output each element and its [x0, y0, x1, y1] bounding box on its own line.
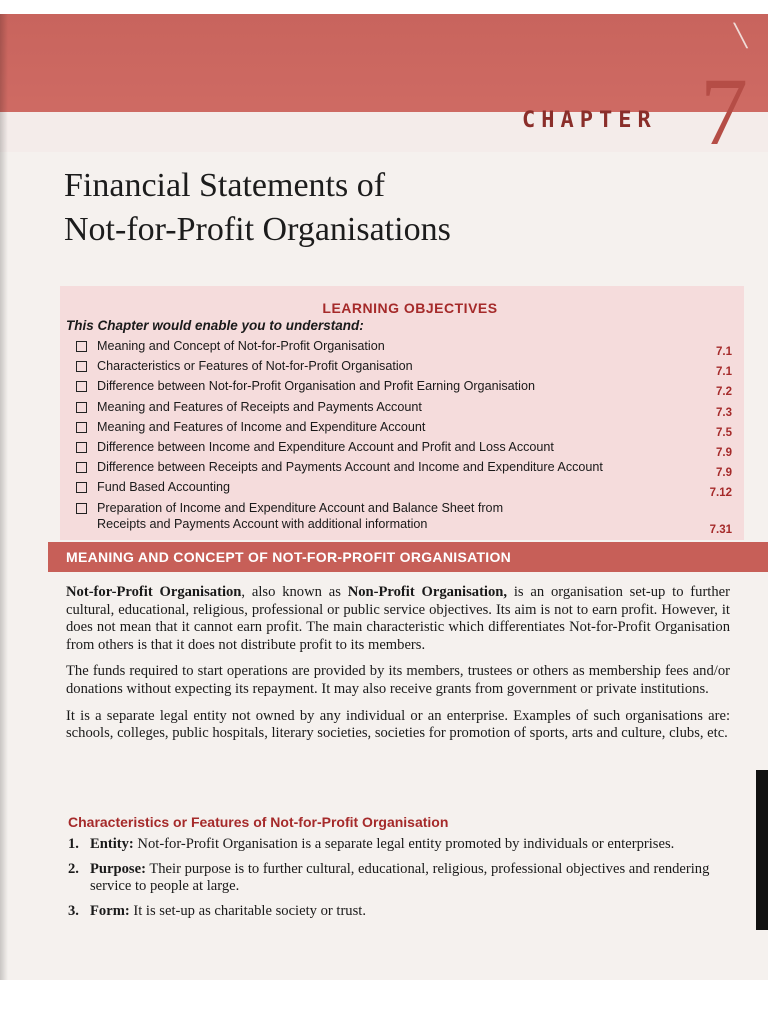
feature-text [90, 861, 732, 896]
feature-number: 3. [68, 902, 79, 919]
objective-page: 7.1 [716, 366, 732, 379]
paragraph-3: It is a separate legal entity not owned by any individual or an enterprise. Examples of such organisations are: schools, colleges, public hospitals, literary societies, societies for promotion of sports, arts and culture, clubs, etc. [66, 707, 730, 742]
objective-item [72, 338, 732, 358]
checkbox-icon [76, 402, 87, 413]
feature-number: 1. [68, 836, 79, 852]
learning-objectives-heading: LEARNING OBJECTIVES [322, 300, 498, 316]
checkbox-icon [76, 503, 87, 514]
feature-label: Purpose: [90, 860, 146, 877]
paragraph-2: The funds required to start operations are provided by its members, trustees or others as membership fees and/or donations without expecting its repayment. It may also receive grants from government or private institutions. [66, 663, 730, 697]
checkbox-icon [76, 482, 87, 493]
objective-item [72, 399, 732, 419]
paragraph-1-rest: is an organisation set-up to further cultural, educational, religious, professional or public service objectives. Its aim is not to earn profit. However, it does not mean that it cannot earn profit. The main characteristic which differentiates Not-for-Profit Organisation from others is that it does not distribute profit to its members. [66, 584, 730, 653]
section-heading-bar [56, 542, 768, 572]
chapter-label: CHAPTER [522, 108, 657, 133]
objective-item [72, 479, 732, 499]
feature-item [68, 903, 732, 921]
feature-text [90, 903, 732, 921]
checkbox-icon [76, 381, 87, 392]
learning-objectives-intro: This Chapter would enable you to understand: [66, 318, 364, 333]
objective-text: Meaning and Concept of Not-for-Profit Organisation [97, 339, 385, 353]
objective-text [97, 500, 686, 532]
objective-text: Meaning and Features of Income and Expenditure Account [97, 419, 426, 434]
objective-item [72, 358, 732, 378]
objective-page: 7.1 [716, 346, 732, 358]
objective-text-line-1: Preparation of Income and Expenditure Account and Balance Sheet from [97, 500, 504, 515]
objective-page: 7.12 [709, 487, 732, 500]
feature-label: Form: [90, 902, 130, 919]
objective-item [72, 419, 732, 439]
checkbox-icon [76, 361, 87, 372]
feature-label: Entity: [90, 836, 134, 852]
objective-text: Difference between Receipts and Payments Account and Income and Expenditure Account [97, 460, 603, 475]
objective-page: 7.9 [716, 467, 732, 480]
paragraph-1-mid: , also known as [241, 584, 348, 600]
checkbox-icon [76, 422, 87, 433]
term-non-profit: Non-Profit Organisation, [347, 584, 508, 600]
objective-text: Characteristics or Features of Not-for-Profit Organisation [97, 359, 413, 374]
feature-description: Their purpose is to further cultural, educational, religious, professional objectives and rendering service to people at large. [90, 860, 710, 895]
book-page [0, 14, 768, 980]
section-body [66, 584, 730, 752]
section-heading: MEANING AND CONCEPT OF NOT-FOR-PROFIT ORGANISATION [66, 549, 512, 565]
feature-item [68, 861, 732, 896]
checkbox-icon [76, 442, 87, 453]
objective-item [72, 459, 732, 479]
objective-item [72, 378, 732, 398]
feature-number: 2. [68, 860, 79, 877]
features-list [68, 836, 732, 927]
checkbox-icon [76, 462, 87, 473]
objective-page: 7.5 [716, 426, 732, 439]
title-line-1: Financial Statements of [64, 167, 386, 204]
learning-objectives-box [60, 286, 744, 540]
features-subheading: Characteristics or Features of Not-for-Profit Organisation [68, 814, 449, 830]
paragraph-1 [66, 584, 730, 654]
checkbox-icon [76, 341, 87, 352]
page-title [64, 164, 624, 252]
term-not-for-profit: Not-for-Profit Organisation [66, 584, 242, 600]
chapter-number: 7 [700, 58, 748, 165]
objective-page: 7.31 [709, 523, 732, 536]
objective-page: 7.9 [716, 446, 732, 459]
objective-item [72, 439, 732, 459]
feature-text [90, 836, 732, 854]
feature-description: Not-for-Profit Organisation is a separate legal entity promoted by individuals or enterprises. [133, 836, 675, 852]
feature-description: It is set-up as charitable society or trust. [129, 902, 366, 919]
objective-text-line-2: Receipts and Payments Account with additional information [97, 516, 428, 531]
objective-text: Difference between Not-for-Profit Organisation and Profit Earning Organisation [97, 379, 535, 394]
objective-page: 7.3 [716, 406, 732, 419]
page-corner-icon: ╲ [734, 24, 748, 49]
objectives-list [72, 338, 732, 540]
objective-text: Fund Based Accounting [97, 480, 231, 495]
objective-text: Difference between Income and Expenditure Account and Profit and Loss Account [97, 439, 554, 454]
right-edge-strip [756, 770, 768, 930]
objective-item [72, 500, 732, 540]
objective-page: 7.2 [716, 386, 732, 399]
feature-item [68, 836, 732, 854]
objective-text: Meaning and Features of Receipts and Payments Account [97, 399, 422, 414]
title-line-2: Not-for-Profit Organisations [64, 211, 451, 248]
page-edge-shadow [0, 14, 8, 980]
